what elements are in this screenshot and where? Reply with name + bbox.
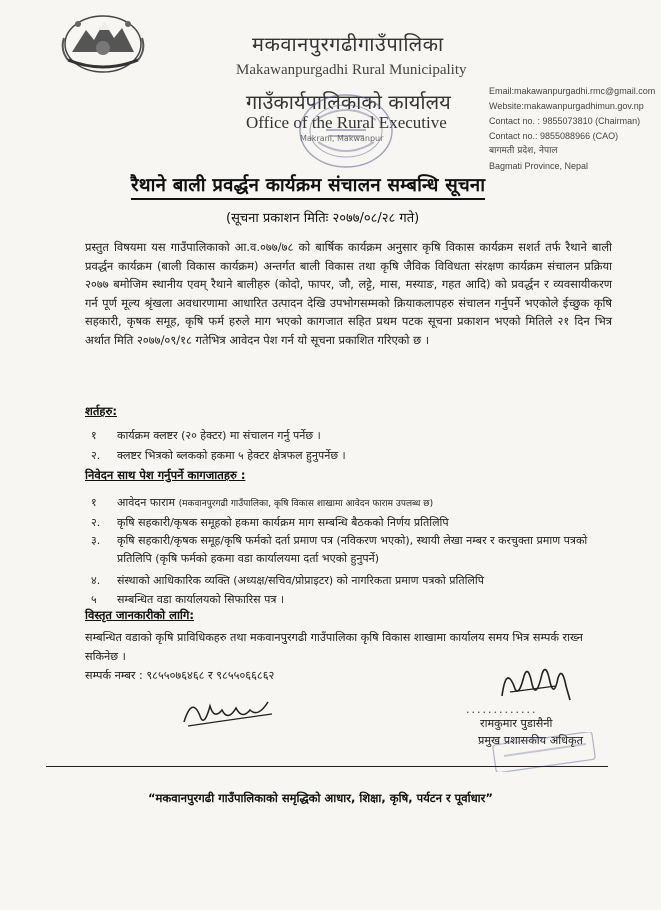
province-english: Bagmati Province, Nepal <box>489 161 589 171</box>
notice-title: रैथाने बाली प्रवर्द्धन कार्यक्रम संचालन सम्बन्धि सूचना <box>131 172 485 200</box>
contact-phone-chairman: Contact no. : 9855073810 (Chairman) <box>489 116 641 126</box>
secondary-signature-icon <box>178 692 278 736</box>
document-text: आवेदन फाराम <box>117 496 176 509</box>
notice-body: प्रस्तुत विषयमा यस गाउँपालिकाको आ.व.०७७/७८ को बार्षिक कार्यक्रम अनुसार कृषि विकास कार्यक्रम सशर्त तर्फ रैथाने बाली प्रवर्द्धन कार्यक्रम (बाली विकास कार्यक्रम) अन्तर्गत बाली विकास तथा कृषि जैविक विविधता संरक्षण कार्यक्रम संचालन प्रक्रिया २०७७ बमोजिम स्थानीय एवम् रैथाने बालीहरु (कोदो, फापर, जौ, लट्टे, मास, मस्याङ, गहत आदि) को प्रवर्द्धन र व्यवसायीकरण गर्न पूर्ण मूल्य श्रृंखला अवधारणामा आधारित उत्पादन देखि उपभोगसम्मको क्रियाकलापहरु संचालन गर्नुपर्ने भएकोले ईच्छुक कृषि सहकारी, कृषक समूह, कृषि फर्म हरुले माग भएको कागजात सहित प्रथम पटक सूचना प्रकाशन भएको मितिले २१ दिन भित्र अर्थात मिति २०७७/०९/१८ गतेभित्र आवेदन पेश गर्न यो सूचना प्रकाशित गरिएको छ । <box>85 240 612 347</box>
province-nepali: बागमती प्रदेश, नेपाल <box>489 146 558 156</box>
office-address: Makrani, Makwanpur <box>300 134 384 143</box>
info-text: सम्बन्धित वडाको कृषि प्राविधिकहरु तथा मकवानपुरगढी गाउँपालिका कृषि विकास शाखामा कार्यालय समय भित्र सम्पर्क राख्न सकिनेछ । <box>85 631 583 663</box>
contact-email: Email:makawanpurgadhi.rmc@gmail.com <box>489 86 656 96</box>
signatory-name: रामकुमार पुडासैनी <box>480 717 553 730</box>
documents-heading: निवेदन साथ पेश गर्नुपर्ने कागजातहरु : <box>85 468 246 482</box>
condition-text: कार्यक्रम क्लष्टर (२० हेक्टर) मा संचालन गर्नु पर्नेछ । <box>117 429 321 442</box>
document-item <box>91 494 613 513</box>
office-name-nepali: गाउँकार्यपालिकाको कार्यालय <box>246 90 451 114</box>
document-number: ५ <box>91 593 97 606</box>
condition-text: क्लष्टर भित्रको ब्लकको हकमा ५ हेक्टर क्षेत्रफल हुनुपर्नेछ । <box>117 449 346 462</box>
contact-phone-cao: Contact no.: 9855088966 (CAO) <box>489 131 619 141</box>
signature-line: ............. <box>466 703 538 716</box>
document-item <box>91 572 613 590</box>
condition-item <box>91 448 611 463</box>
document-number: ४. <box>91 574 101 587</box>
condition-number: २. <box>91 449 101 462</box>
contact-website: Website:makawanpurgadhimun.gov.np <box>489 101 644 111</box>
document-text: कृषि सहकारी/कृषक समूह/कृषि फर्मको दर्ता प्रमाण पत्र (नविकरण भएको), स्थायी लेखा नम्बर र करचुक्ता प्रमाण पत्रको प्रतिलिपि (कृषि फर्मको हकमा वडा कार्यालयमा दर्ता भएको हुनुपर्ने) <box>117 534 588 565</box>
government-emblem-icon <box>58 8 148 76</box>
document-number: १ <box>91 496 97 509</box>
document-item <box>91 532 613 568</box>
document-note: (मकवानपुरगढी गाउँपालिका, कृषि विकास शाखामा आवेदन फाराम उपलब्ध छ) <box>178 499 434 509</box>
condition-number: १ <box>91 429 97 442</box>
document-item <box>91 591 613 609</box>
publication-date: (सूचना प्रकाशन मितिः २०७७/०८/२८ गते) <box>226 211 420 226</box>
conditions-heading: शर्तहरु: <box>85 404 117 418</box>
footer-divider <box>46 766 608 767</box>
office-seal-stamp-icon <box>296 90 396 172</box>
footer-motto: “मकवानपुरगढी गाउँपालिकाको समृद्धिको आधार, शिक्षा, कृषि, पर्यटन र पूर्वाधार” <box>148 791 493 805</box>
condition-item <box>91 428 611 443</box>
signatory-position: प्रमुख प्रशासकीय अधिकृत <box>478 734 584 747</box>
municipality-name-nepali: मकवानपुरगढीगाउँपालिका <box>252 32 444 56</box>
document-text: संस्थाको आधिकारिक व्यक्ति (अध्यक्ष/सचिव/प्रोप्राइटर) को नागरिकता प्रमाण पत्रको प्रतिलिपि <box>117 574 484 587</box>
document-text: सम्बन्धित वडा कार्यालयको सिफारिस पत्र । <box>117 593 285 606</box>
document-number: २. <box>91 516 101 529</box>
contact-block <box>489 84 655 174</box>
document-item <box>91 514 613 532</box>
info-heading: विस्तृत जानकारीको लागि: <box>85 608 194 622</box>
municipality-name-english: Makawanpurgadhi Rural Municipality <box>236 62 467 78</box>
office-name-english: Office of the Rural Executive <box>246 113 447 132</box>
contact-numbers: सम्पर्क नम्बर : ९८५५०७६४६८ र ९८५५०६६८६२ <box>85 669 275 682</box>
document-number: ३. <box>91 534 101 547</box>
document-text: कृषि सहकारी/कृषक समूहको हकमा कार्यक्रम माग सम्बन्धि बैठकको निर्णय प्रतिलिपि <box>117 516 449 529</box>
